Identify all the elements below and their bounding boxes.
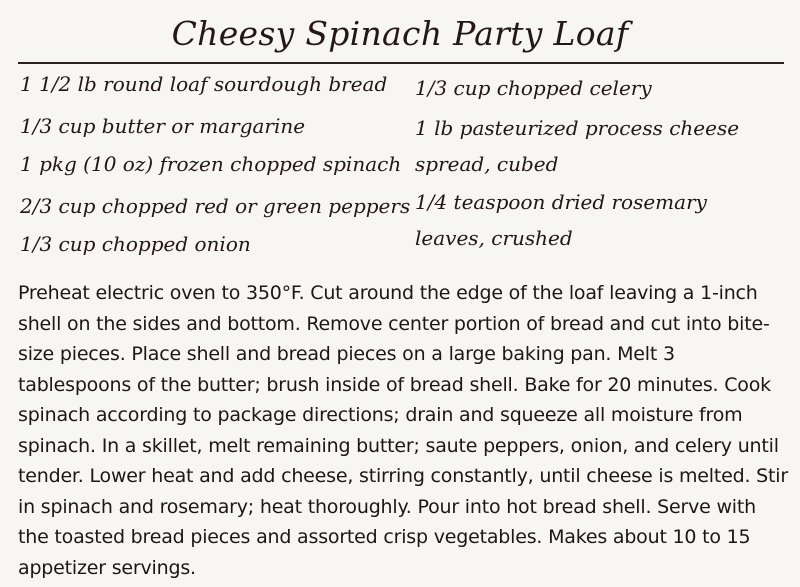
ingredient-spinach: 1 pkg (10 oz) frozen chopped spinach bbox=[20, 152, 402, 176]
title-underline bbox=[18, 62, 784, 64]
ingredient-onion: 1/3 cup chopped onion bbox=[20, 232, 251, 256]
ingredient-rosemary: 1/4 teaspoon dried rosemary leaves, crushed bbox=[415, 190, 707, 250]
ingredient-celery: 1/3 cup chopped celery bbox=[415, 76, 652, 100]
ingredient-cheese: 1 lb pasteurized process cheese spread, cubed bbox=[415, 116, 740, 176]
recipe-title: Cheesy Spinach Party Loaf bbox=[171, 14, 629, 53]
ingredient-peppers: 2/3 cup chopped red or green peppers bbox=[20, 194, 411, 218]
ingredient-bread: 1 1/2 lb round loaf sourdough bread bbox=[20, 72, 388, 96]
recipe-directions: Preheat electric oven to 350°F. Cut around the edge of the loaf leaving a 1-inch shell on the sides and bottom. Remove center portion of bread and cut into bite-size pieces. Place shell and bread pieces on a large baking pan. Melt 3 tablespoons of the butter; brush inside of bread shell. Bake for 20 minutes. Cook spinach according to package directions; drain and squeeze all moisture from spinach. In a skillet, melt remaining butter; saute peppers, onion, and celery until tender. Lower heat and add cheese, stirring constantly, until cheese is melted. Stir in spinach and rosemary; heat thoroughly. Pour into hot bread shell. Serve with the toasted bread pieces and assorted crisp vegetables. Makes about 10 to 15 appetizer servings. bbox=[18, 282, 788, 579]
ingredient-butter: 1/3 cup butter or margarine bbox=[20, 114, 306, 138]
